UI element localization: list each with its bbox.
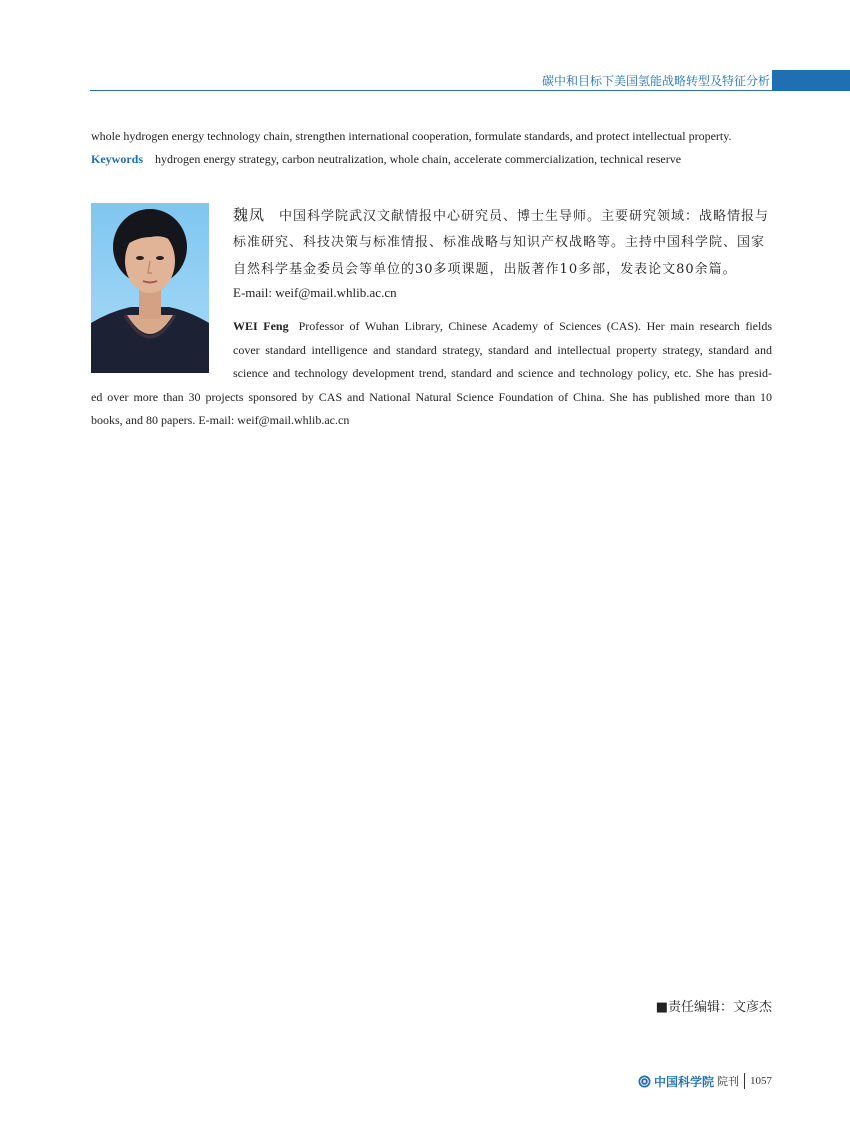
author-email-zh: E-mail: weif@mail.whlib.ac.cn bbox=[233, 285, 397, 300]
bio-en-line-2: cover standard intelligence and standard strategy, standard and intellectual property strategy, standard and bbox=[233, 343, 772, 357]
page-number: 1057 bbox=[750, 1075, 772, 1087]
bio-en-line-5: books, and 80 papers. E-mail: weif@mail.whlib.ac.cn bbox=[91, 413, 350, 427]
author-name-en: WEI Feng bbox=[233, 319, 289, 333]
journal-name: 院刊 bbox=[717, 1075, 739, 1088]
cas-logo-icon bbox=[638, 1075, 651, 1088]
bio-en-text-1: Professor of Wuhan Library, Chinese Academy of Sciences (CAS). Her main research fields bbox=[298, 319, 772, 333]
page-footer bbox=[600, 1072, 772, 1090]
keywords-text: hydrogen energy strategy, carbon neutralization, whole chain, accelerate commercialization, technical reserve bbox=[155, 152, 682, 166]
bio-en-line-4: ed over more than 30 projects sponsored by CAS and National Natural Science Foundation of China. She has published more than 10 bbox=[91, 390, 772, 404]
bio-zh-line-2: 标准研究、科技决策与标准情报、标准战略与知识产权战略等。主持中国科学院、国家 bbox=[233, 235, 766, 250]
author-photo bbox=[91, 203, 209, 373]
keywords-line bbox=[91, 152, 771, 167]
header-accent-block bbox=[772, 70, 850, 91]
header-rule bbox=[90, 90, 850, 91]
bio-en-line-3: science and technology development trend, standard and science and technology policy, etc. She has presid- bbox=[233, 366, 772, 380]
responsible-editor bbox=[560, 996, 772, 1015]
bio-zh-line-1 bbox=[233, 204, 773, 225]
abstract-tail: whole hydrogen energy technology chain, strengthen international cooperation, formulate standards, and protect intellectual property. bbox=[91, 129, 732, 143]
bio-zh-text-1: 中国科学院武汉文献情报中心研究员、博士生导师。主要研究领域：战略情报与 bbox=[279, 209, 770, 224]
editor-marker: ■ bbox=[655, 1000, 668, 1015]
author-name-zh: 魏凤 bbox=[233, 206, 266, 224]
bio-en-line-1 bbox=[233, 319, 772, 334]
cas-wordmark: 中国科学院 bbox=[653, 1074, 714, 1089]
keywords-label: Keywords bbox=[91, 152, 143, 166]
running-title: 碳中和目标下美国氢能战略转型及特征分析 bbox=[541, 74, 770, 88]
editor-text: 责任编辑：文彦杰 bbox=[667, 1000, 772, 1015]
bio-zh-line-3: 自然科学基金委员会等单位的30多项课题，出版著作10多部，发表论文80余篇。 bbox=[233, 262, 737, 277]
footer-divider bbox=[744, 1073, 745, 1089]
